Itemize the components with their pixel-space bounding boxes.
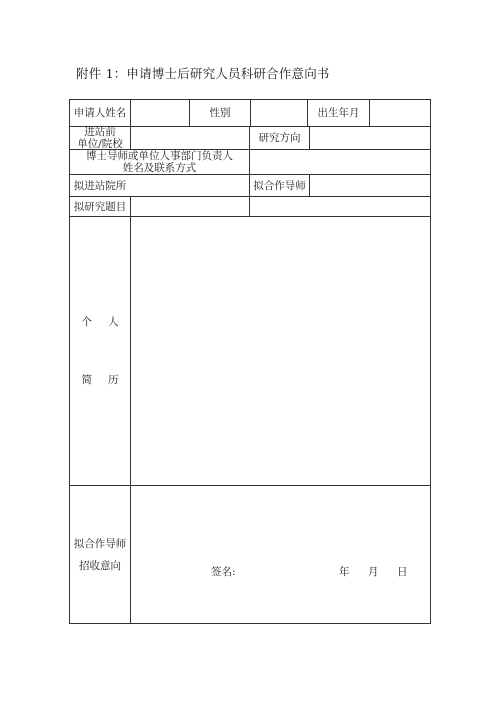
prev-unit-label bbox=[70, 127, 130, 149]
research-direction-field[interactable] bbox=[310, 127, 430, 149]
gender-field[interactable] bbox=[251, 100, 307, 126]
applicant-name-label: 申请人姓名 bbox=[73, 107, 127, 119]
research-direction-label: 研究方向 bbox=[258, 132, 301, 144]
form-border-bottom bbox=[69, 623, 431, 624]
coop-advisor-label: 拟合作导师 bbox=[253, 179, 306, 192]
resume-char-1: 个 bbox=[81, 316, 92, 328]
resume-char-4: 历 bbox=[108, 374, 119, 386]
form-border-right bbox=[430, 99, 431, 624]
advisor-contact-label bbox=[70, 150, 249, 174]
admission-intent-label-line1: 拟合作导师 bbox=[73, 537, 127, 550]
admission-intent-label-line2: 招收意向 bbox=[79, 559, 121, 572]
signature-month-label: 月 bbox=[368, 566, 379, 578]
research-topic-label: 拟研究题目 bbox=[73, 200, 127, 213]
document-title: 附件 1：申请博士后研究人员科研合作意向书 bbox=[76, 66, 330, 81]
gender-label: 性别 bbox=[209, 107, 231, 119]
signature-label: 签名: bbox=[211, 566, 236, 578]
resume-label-line1 bbox=[82, 316, 119, 328]
prev-unit-label-line1: 进站前 bbox=[84, 126, 116, 138]
admission-intent-field[interactable] bbox=[131, 486, 430, 623]
coop-advisor-field[interactable] bbox=[310, 175, 430, 196]
signature-day-label: 日 bbox=[397, 566, 408, 578]
advisor-contact-field[interactable] bbox=[250, 150, 430, 174]
admission-intent-label bbox=[70, 486, 130, 623]
target-institute-label: 拟进站院所 bbox=[73, 179, 127, 192]
research-topic-field[interactable] bbox=[131, 197, 430, 216]
resume-char-3: 简 bbox=[81, 374, 92, 386]
signature-year-label: 年 bbox=[339, 566, 350, 578]
resume-label-line2 bbox=[82, 374, 119, 386]
cooperation-form bbox=[69, 99, 431, 624]
resume-field[interactable] bbox=[131, 217, 430, 485]
applicant-name-field[interactable] bbox=[131, 100, 189, 126]
resume-label bbox=[70, 217, 130, 485]
advisor-contact-label-line1: 博士导师或单位人事部门负责人 bbox=[86, 150, 233, 162]
target-institute-field[interactable] bbox=[131, 175, 249, 196]
birth-date-field[interactable] bbox=[370, 100, 430, 126]
prev-unit-label-line2: 单位/院校 bbox=[77, 138, 123, 150]
advisor-contact-label-line2: 姓名及联系方式 bbox=[122, 162, 197, 174]
prev-unit-field[interactable] bbox=[131, 127, 249, 149]
birth-date-label: 出生年月 bbox=[317, 107, 360, 119]
resume-char-2: 人 bbox=[108, 316, 119, 328]
